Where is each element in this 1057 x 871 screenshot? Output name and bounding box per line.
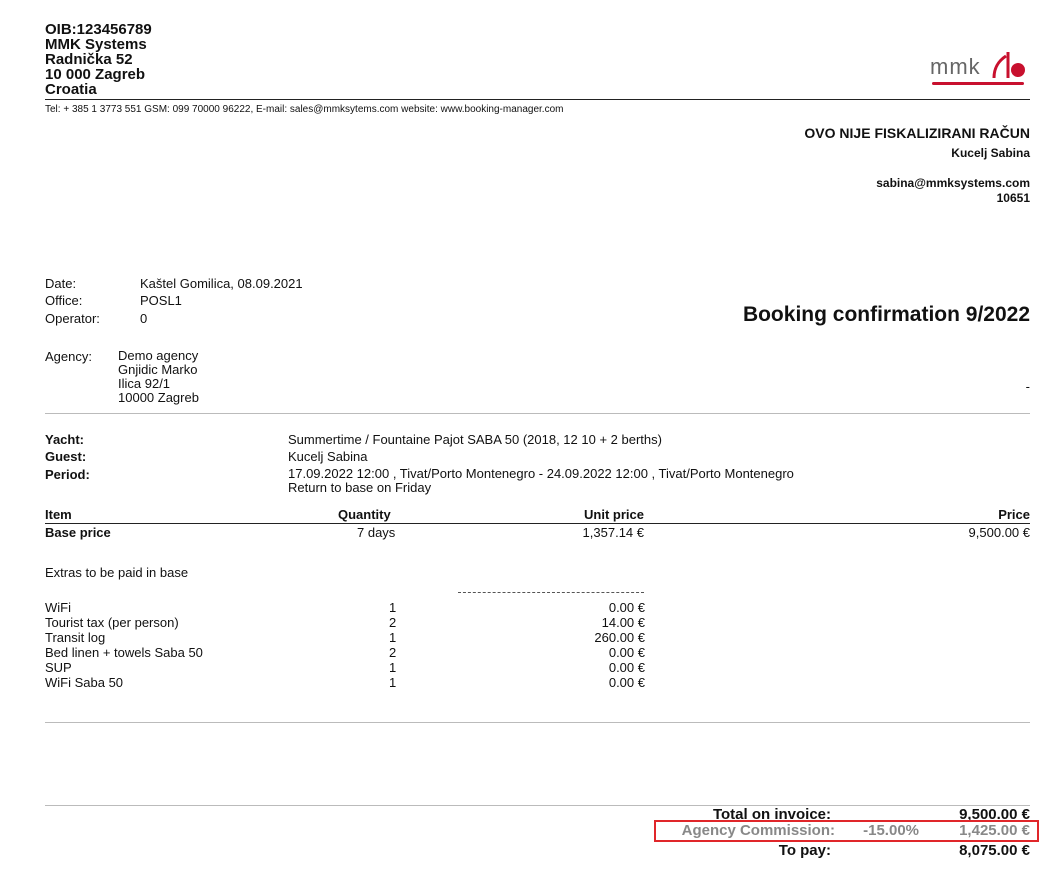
list-item — [45, 600, 645, 615]
company-block — [45, 22, 152, 97]
agency-line: 10000 Zagreb — [118, 390, 199, 405]
extra-quantity: 1 — [389, 675, 397, 690]
topay-value: 8,075.00 € — [959, 842, 1030, 859]
extra-item: SUP — [45, 660, 72, 675]
period-label: Period: — [45, 467, 90, 482]
office-value: POSL1 — [140, 293, 182, 308]
total-value: 9,500.00 € — [959, 806, 1030, 823]
total-label: Total on invoice: — [712, 806, 831, 823]
list-item — [45, 675, 645, 690]
commission-label: Agency Commission: — [681, 822, 835, 839]
company-oib: OIB:123456789 — [45, 21, 152, 38]
operator-label: Operator: — [45, 311, 100, 326]
extra-unit-price: 0.00 € — [608, 660, 645, 675]
base-item: Base price — [45, 525, 111, 540]
company-contact: Tel: + 385 1 3773 551 GSM: 099 70000 96222, E-mail: sales@mmksytems.com website: www.booking-manager.com — [45, 104, 564, 115]
extra-unit-price: 14.00 € — [601, 615, 645, 630]
extra-quantity: 1 — [389, 660, 397, 675]
guest-label: Guest: — [45, 449, 87, 464]
date-label: Date: — [45, 276, 77, 291]
agency-line: Ilica 92/1 — [118, 376, 171, 391]
table-header-divider — [45, 523, 1030, 524]
fiscal-notice: OVO NIJE FISKALIZIRANI RAČUN — [804, 125, 1030, 141]
office-label: Office: — [45, 293, 83, 308]
document-title: Booking confirmation 9/2022 — [742, 303, 1030, 326]
topay-label: To pay: — [778, 842, 831, 859]
extras-list — [45, 600, 645, 690]
logo-underline — [932, 82, 1024, 85]
company-logo — [930, 48, 1030, 90]
guest-value: Kucelj Sabina — [288, 449, 368, 464]
extra-item: WiFi — [45, 600, 71, 615]
extra-quantity: 2 — [389, 645, 397, 660]
base-unit-price: 1,357.14 € — [582, 525, 644, 540]
extras-title: Extras to be paid in base — [45, 565, 189, 580]
list-item — [45, 660, 645, 675]
base-quantity: 7 days — [357, 525, 396, 540]
totals-divider — [45, 805, 1030, 806]
extras-dashed-rule — [458, 592, 644, 593]
recipient-email: sabina@mmksystems.com — [876, 176, 1030, 190]
yacht-label: Yacht: — [45, 432, 85, 447]
company-city: 10 000 Zagreb — [45, 66, 146, 83]
recipient-number: 10651 — [996, 191, 1030, 205]
col-quantity-header: Quantity — [338, 507, 391, 522]
header-divider — [45, 99, 1030, 100]
extra-item: Bed linen + towels Saba 50 — [45, 645, 203, 660]
extra-item: Tourist tax (per person) — [45, 615, 179, 630]
period-value: 17.09.2022 12:00 , Tivat/Porto Montenegro - 24.09.2022 12:00 , Tivat/Porto Montenegro — [288, 466, 794, 481]
agency-line: Gnjidic Marko — [118, 362, 198, 377]
extra-unit-price: 0.00 € — [608, 675, 645, 690]
commission-percent: -15.00% — [863, 822, 919, 839]
agency-address — [118, 349, 199, 405]
agency-dash: - — [1025, 379, 1030, 394]
extra-quantity: 2 — [389, 615, 397, 630]
operator-value: 0 — [140, 311, 148, 326]
extra-quantity: 1 — [389, 630, 397, 645]
extra-unit-price: 0.00 € — [608, 600, 645, 615]
list-item — [45, 630, 645, 645]
extra-unit-price: 260.00 € — [594, 630, 645, 645]
extra-item: Transit log — [45, 630, 106, 645]
list-item — [45, 615, 645, 630]
col-item-header: Item — [45, 507, 72, 522]
col-unit-price-header: Unit price — [584, 507, 644, 522]
period-note: Return to base on Friday — [288, 480, 432, 495]
recipient-name: Kucelj Sabina — [951, 146, 1030, 160]
col-price-header: Price — [998, 507, 1030, 522]
agency-line: Demo agency — [118, 348, 199, 363]
company-country: Croatia — [45, 81, 97, 98]
date-value: Kaštel Gomilica, 08.09.2021 — [140, 276, 303, 291]
extra-item: WiFi Saba 50 — [45, 675, 124, 690]
agency-divider — [45, 413, 1030, 414]
extra-quantity: 1 — [389, 600, 397, 615]
commission-value: 1,425.00 € — [959, 822, 1030, 839]
company-name: MMK Systems — [45, 36, 147, 53]
extras-divider — [45, 722, 1030, 723]
logo-text: mmk — [930, 54, 981, 79]
agency-label: Agency: — [45, 349, 92, 364]
list-item — [45, 645, 645, 660]
base-price: 9,500.00 € — [968, 525, 1030, 540]
extra-unit-price: 0.00 € — [608, 645, 645, 660]
company-street: Radnička 52 — [45, 51, 133, 68]
yacht-value: Summertime / Fountaine Pajot SABA 50 (2018, 12 10 + 2 berths) — [288, 432, 662, 447]
